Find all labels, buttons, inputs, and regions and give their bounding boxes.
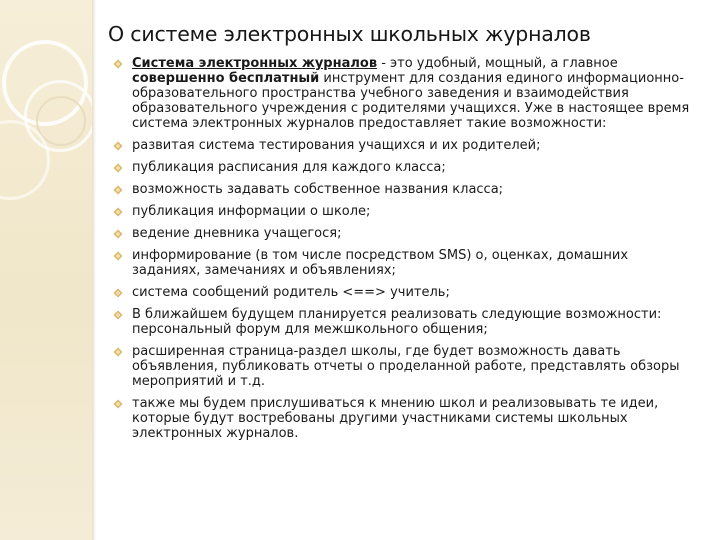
diamond-bullet-icon — [113, 163, 124, 173]
diamond-bullet-icon — [113, 207, 124, 217]
list-item — [113, 138, 695, 153]
list-item — [113, 182, 695, 197]
list-item — [113, 396, 695, 441]
list-item-text: информирование (в том числе посредством SMS) о, оценках, домашних заданиях, замечаниях и объявлениях; — [132, 247, 629, 278]
list-item — [113, 344, 695, 389]
list-item-text: развитая система тестирования учащихся и их родителей; — [132, 138, 541, 154]
bullet-list — [113, 56, 695, 448]
side-band-edge — [92, 0, 96, 540]
slide-title: О системе электронных школьных журналов — [108, 22, 591, 46]
list-item — [113, 226, 695, 241]
intro-emphasis: совершенно бесплатный — [132, 71, 320, 87]
list-item-text: ведение дневника учащегося; — [132, 225, 342, 241]
intro-rest: инструмент для создания единого информационно-образовательного пространства учебного заведения и взаимодействия образовательного учреждения с родителями учащихся. Уже в настоящее время система электронных журналов предоставляет такие возможности: — [132, 71, 690, 132]
list-item — [113, 160, 695, 175]
list-item-text: публикация расписания для каждого класса; — [132, 160, 446, 176]
diamond-bullet-icon — [113, 251, 124, 261]
list-item-text: также мы будем прислушиваться к мнению школ и реализовывать те идеи, которые будут востребованы другими участниками системы школьных электронных журналов. — [132, 395, 659, 441]
intro-term: Система электронных журналов — [132, 56, 378, 71]
diamond-bullet-icon — [113, 310, 124, 320]
list-item — [113, 307, 695, 337]
list-item-text: В ближайшем будущем планируется реализовать следующие возможности: персональный форум для межшкольного общения; — [132, 306, 662, 337]
diamond-bullet-icon — [113, 347, 124, 357]
list-item — [113, 204, 695, 219]
list-item — [113, 285, 695, 300]
diamond-bullet-icon — [113, 229, 124, 239]
list-item-text: возможность задавать собственное названия класса; — [132, 182, 504, 198]
intro-after-term: - это удобный, мощный, а главное — [377, 56, 618, 71]
diamond-bullet-icon — [113, 399, 124, 409]
list-item-text: система сообщений родитель <==> учитель; — [132, 284, 450, 300]
list-item-text: публикация информации о школе; — [132, 203, 371, 219]
list-item — [113, 248, 695, 278]
diamond-bullet-icon — [113, 59, 124, 69]
diamond-bullet-icon — [113, 288, 124, 298]
decorative-side-band — [0, 0, 92, 540]
list-item-intro — [113, 56, 695, 131]
list-item-text: расширенная страница-раздел школы, где будет возможность давать объявления, публиковать отчеты о проделанной работе, представлять обзоры мероприятий и т.д. — [132, 343, 680, 389]
diamond-bullet-icon — [113, 185, 124, 195]
diamond-bullet-icon — [113, 141, 124, 151]
